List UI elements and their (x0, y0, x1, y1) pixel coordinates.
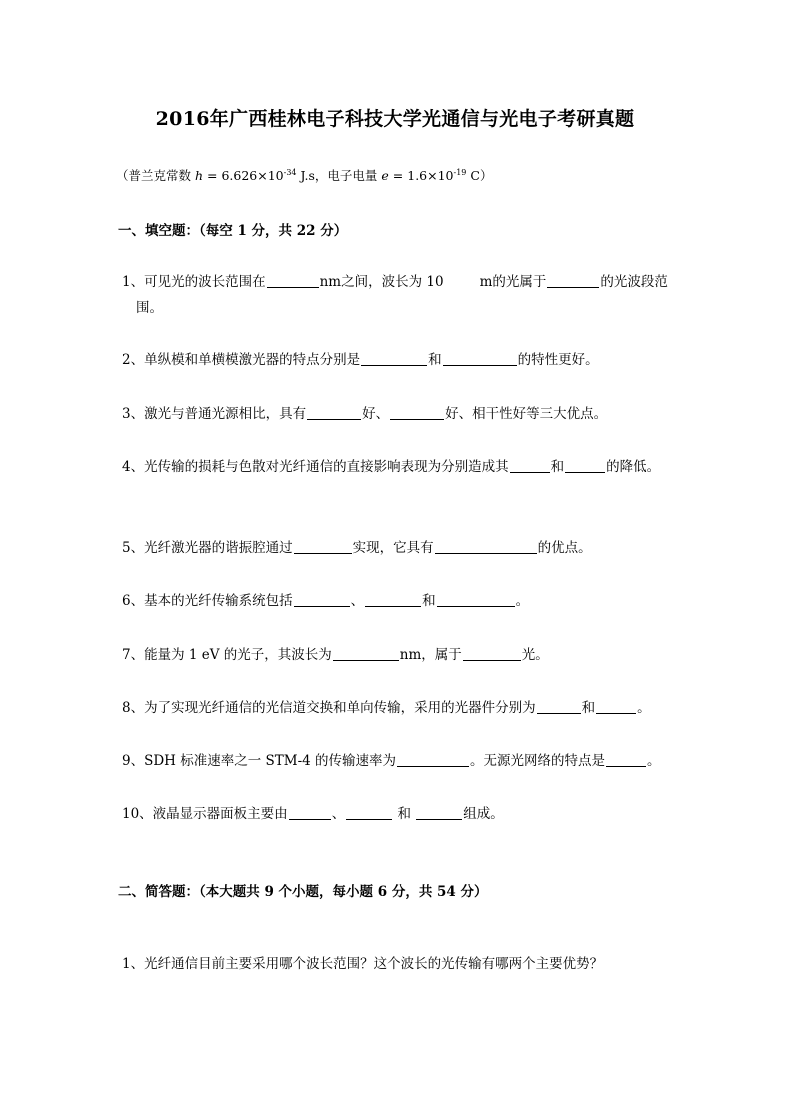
short-answer-question-1 (122, 951, 682, 977)
q2-text-c: 的特性更好。 (517, 352, 599, 368)
q4-text-c: 的降低。 (606, 459, 661, 475)
question-7 (122, 642, 682, 668)
q6-text-c: 和 (422, 593, 436, 609)
answer-blank (294, 539, 352, 554)
q2-text-a: 2、单纵模和单横模激光器的特点分别是 (122, 352, 361, 368)
q10-text-c: 和 (393, 806, 416, 822)
answer-blank (435, 539, 537, 554)
q7-text-a: 7、能量为 1 eV 的光子，其波长为 (122, 647, 332, 663)
answer-blank (307, 405, 361, 420)
q2-text-b: 和 (428, 352, 442, 368)
question-8 (122, 695, 682, 721)
q5-text-b: 实现，它具有 (352, 540, 434, 556)
q10-text-b: 、 (331, 806, 346, 822)
answer-blank (606, 752, 646, 767)
q1-text-a: 1、可见光的波长范围在 (122, 274, 266, 290)
answer-blank (390, 405, 444, 420)
answer-blank (596, 699, 636, 714)
charge-symbol: e (381, 168, 389, 183)
q6-text-a: 6、基本的光纤传输系统包括 (122, 593, 293, 609)
planck-exponent: -34 (283, 168, 297, 177)
q8-text-b: 和 (581, 700, 596, 716)
section-short-answer-title: 二、简答题：（本大题共 9 个小题，每小题 6 分，共 54 分） (118, 884, 488, 900)
q4-text-a: 4、光传输的损耗与色散对光纤通信的直接影响表现为分别造成其 (122, 459, 509, 475)
q1-text-e: 围。 (136, 300, 163, 316)
answer-blank (547, 273, 599, 288)
question-4 (122, 454, 682, 480)
q3-text-c: 好、相干性好等三大优点。 (445, 406, 608, 422)
q3-text-b: 好、 (362, 406, 390, 422)
q6-text-b: 、 (350, 593, 365, 609)
question-2 (122, 347, 682, 373)
answer-blank (510, 458, 550, 473)
answer-blank (365, 592, 421, 607)
charge-exponent: -19 (453, 168, 467, 177)
answer-blank (565, 458, 605, 473)
q1-text-b: nm之间，波长为 10 (319, 274, 444, 290)
q9-text-a: 9、SDH 标准速率之一 STM-4 的传输速率为 (122, 753, 397, 769)
question-6 (122, 588, 682, 614)
answer-blank (333, 646, 399, 661)
q8-text-a: 8、为了实现光纤通信的光信道交换和单向传输，采用的光器件分别为 (122, 700, 536, 716)
answer-blank (361, 351, 427, 366)
answer-blank (537, 699, 581, 714)
answer-blank (443, 351, 517, 366)
q5-text-a: 5、光纤激光器的谐振腔通过 (122, 540, 293, 556)
answer-blank (289, 805, 331, 820)
constants-open: （普兰克常数 (116, 168, 195, 183)
page-title: 2016年广西桂林电子科技大学光通信与光电子考研真题 (155, 108, 635, 130)
answer-blank (463, 646, 521, 661)
answer-blank (267, 273, 319, 288)
q9-text-c: 。 (647, 753, 661, 769)
sa-q1-text: 1、光纤通信目前主要采用哪个波长范围？这个波长的光传输有哪两个主要优势？ (122, 956, 604, 972)
question-1 (122, 269, 682, 321)
q6-text-d: 。 (515, 593, 530, 609)
answer-blank (397, 752, 469, 767)
q4-text-b: 和 (550, 459, 565, 475)
answer-blank (346, 805, 392, 820)
question-9 (122, 748, 682, 774)
answer-blank (294, 592, 350, 607)
charge-unit: C） (466, 168, 493, 183)
charge-value: = 1.6×10 (388, 168, 454, 183)
q1-text-c: m的光属于 (479, 274, 547, 290)
planck-symbol: h (194, 168, 204, 183)
q10-text-a: 10、液晶显示器面板主要由 (122, 806, 288, 822)
q7-text-c: 光。 (521, 647, 549, 663)
question-3 (122, 401, 682, 427)
physical-constants-note (116, 166, 492, 184)
q3-text-a: 3、激光与普通光源相比，具有 (122, 406, 307, 422)
q1-text-d: 的光波段范 (600, 274, 668, 290)
planck-value: = 6.626×10 (203, 168, 284, 183)
section-fill-in-title: 一、填空题：（每空 1 分，共 22 分） (118, 223, 348, 239)
q8-text-c: 。 (637, 700, 651, 716)
q10-text-d: 组成。 (463, 806, 504, 822)
q5-text-c: 的优点。 (537, 540, 592, 556)
question-5 (122, 535, 682, 561)
q9-text-b: 。无源光网络的特点是 (470, 753, 606, 769)
answer-blank (437, 592, 515, 607)
planck-unit: J.s，电子电量 (296, 168, 382, 183)
question-10 (122, 801, 682, 827)
q7-text-b: nm，属于 (399, 647, 462, 663)
answer-blank (416, 805, 462, 820)
